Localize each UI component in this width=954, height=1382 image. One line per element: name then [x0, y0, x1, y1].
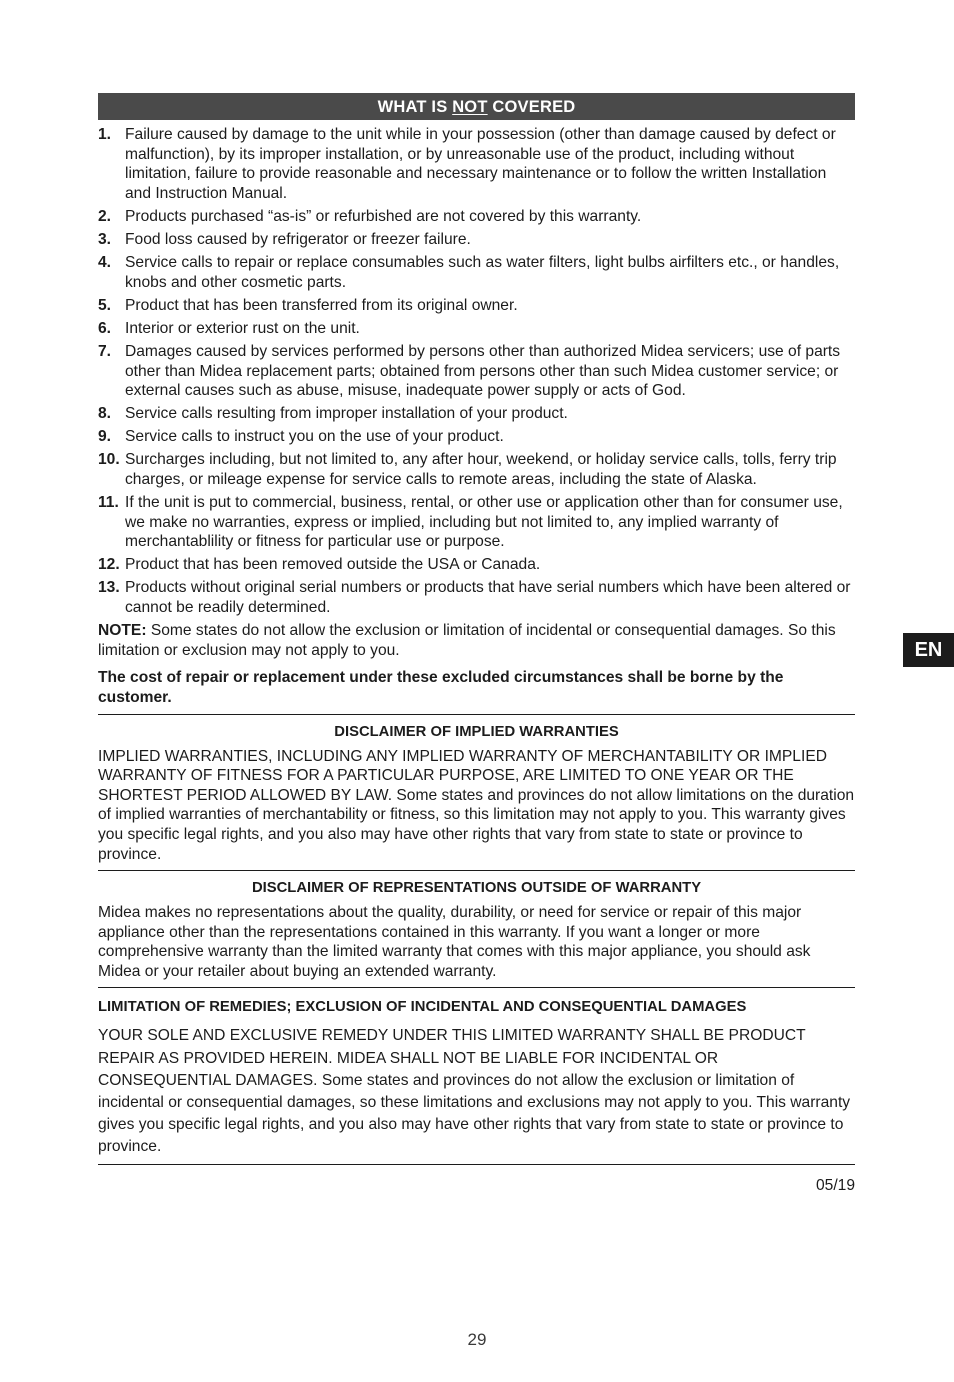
- list-item: [98, 427, 855, 447]
- banner-text-underlined: NOT: [452, 98, 488, 116]
- list-item: [98, 342, 855, 401]
- list-item: [98, 207, 855, 227]
- limitation-body: YOUR SOLE AND EXCLUSIVE REMEDY UNDER THIS LIMITED WARRANTY SHALL BE PRODUCT REPAIR AS PROVIDED HEREIN. MIDEA SHALL NOT BE LIABLE FOR INCIDENTAL OR CONSEQUENTIAL DAMAGES. Some states and provinces do not allow the exclusion or limitation of incidental or consequential damages, so these limitations and exclusions may not apply to you. This warranty gives you specific legal rights, and you also may have other rights that vary from state to state or province to province.: [98, 1027, 851, 1156]
- item-number: 13.: [98, 579, 120, 597]
- item-text: Damages caused by services performed by persons other than authorized Midea servicers; use of parts other than Midea replacement parts; obtained from persons other than such Midea customer service; or external causes such as abuse, misuse, inadequate power supply or acts of God.: [125, 342, 841, 400]
- disclaimer-representations-body: Midea makes no representations about the quality, durability, or need for service or repair of this major appliance other than the representations contained in this warranty. If you want a longer or more comprehensive warranty than the limited warranty that comes with this major appliance, you should ask Midea or your retailer about buying an extended warranty.: [98, 904, 811, 980]
- section-divider: [98, 714, 855, 715]
- list-item: [98, 125, 855, 203]
- list-item: [98, 296, 855, 316]
- banner-text-pre: WHAT IS: [377, 98, 453, 116]
- item-number: 4.: [98, 254, 112, 272]
- disclaimer-representations-heading: DISCLAIMER OF REPRESENTATIONS OUTSIDE OF WARRANTY: [251, 880, 702, 897]
- item-text: Product that has been removed outside the USA or Canada.: [125, 556, 541, 574]
- item-text: Failure caused by damage to the unit while in your possession (other than damage caused by defect or malfunction), by its improper installation, or by unreasonable use of the product, including without limitation, failure to provide reasonable and necessary maintenance or to follow the written Installation and Instruction Manual.: [125, 126, 836, 202]
- warranty-page-content: [98, 93, 855, 1195]
- item-text: If the unit is put to commercial, business, rental, or other use or application other than for consumer use, we make no warranties, express or implied, including but not limited to, any implied warranty of merchantablility or fitness for particular use or purpose.: [125, 494, 843, 551]
- list-item: [98, 493, 855, 552]
- item-number: 7.: [98, 342, 112, 360]
- item-number: 2.: [98, 207, 112, 225]
- disclaimer-implied-body: IMPLIED WARRANTIES, INCLUDING ANY IMPLIED WARRANTY OF MERCHANTABILITY OR IMPLIED WARRANTY OF FITNESS FOR A PARTICULAR PURPOSE, ARE LIMITED TO ONE YEAR OR THE SHORTEST PERIOD ALLOWED BY LAW. Some states and provinces do not allow limitations on the duration of implied warranties of merchantability or fitness, so this limitation may not apply to you. This warranty gives you specific legal rights, and you also may have other rights that vary from state to state or province to province.: [98, 747, 855, 863]
- item-number: 1.: [98, 126, 112, 143]
- cost-statement: The cost of repair or replacement under these excluded circumstances shall be borne by the customer.: [98, 669, 784, 706]
- language-tab: EN: [903, 633, 954, 667]
- not-covered-list: [98, 125, 855, 618]
- list-item: [98, 578, 855, 617]
- section-divider: [98, 1164, 855, 1165]
- item-number: 9.: [98, 428, 112, 446]
- section-divider: [98, 987, 855, 988]
- list-item: [98, 253, 855, 292]
- item-text: Interior or exterior rust on the unit.: [125, 319, 360, 337]
- page-number: 29: [467, 1330, 487, 1349]
- item-number: 11.: [98, 494, 119, 512]
- list-item: [98, 319, 855, 339]
- note-paragraph: [98, 621, 855, 660]
- item-number: 12.: [98, 556, 120, 574]
- item-number: 3.: [98, 230, 112, 248]
- item-text: Products without original serial numbers or products that have serial numbers which have been altered or cannot be readily determined.: [125, 579, 851, 617]
- item-number: 5.: [98, 296, 112, 314]
- item-number: 8.: [98, 405, 112, 423]
- item-text: Food loss caused by refrigerator or freezer failure.: [125, 230, 471, 248]
- revision-date: 05/19: [815, 1176, 855, 1194]
- item-text: Product that has been transferred from its original owner.: [125, 296, 518, 314]
- item-text: Service calls resulting from improper installation of your product.: [125, 405, 568, 423]
- limitation-heading: LIMITATION OF REMEDIES; EXCLUSION OF INCIDENTAL AND CONSEQUENTIAL DAMAGES: [98, 999, 747, 1016]
- item-text: Service calls to repair or replace consumables such as water filters, light bulbs airfilters etc., or handles, knobs and other cosmetic parts.: [125, 254, 840, 291]
- banner-text-post: COVERED: [487, 98, 576, 116]
- disclaimer-implied-heading: DISCLAIMER OF IMPLIED WARRANTIES: [334, 723, 619, 740]
- list-item: [98, 404, 855, 424]
- note-text: Some states do not allow the exclusion or limitation of incidental or consequential damages. So this limitation or exclusion may not apply to you.: [98, 622, 836, 659]
- item-number: 10.: [98, 451, 120, 469]
- item-text: Products purchased “as-is” or refurbished are not covered by this warranty.: [125, 207, 642, 225]
- item-text: Service calls to instruct you on the use of your product.: [125, 428, 504, 446]
- list-item: [98, 230, 855, 250]
- section-divider: [98, 870, 855, 871]
- item-number: 6.: [98, 319, 112, 337]
- list-item: [98, 555, 855, 575]
- note-label: NOTE:: [98, 622, 147, 640]
- not-covered-banner: [98, 93, 855, 120]
- list-item: [98, 450, 855, 489]
- item-text: Surcharges including, but not limited to, any after hour, weekend, or holiday service calls, tolls, ferry trip charges, or mileage expense for service calls to remote areas, including the state of Alaska.: [125, 451, 837, 488]
